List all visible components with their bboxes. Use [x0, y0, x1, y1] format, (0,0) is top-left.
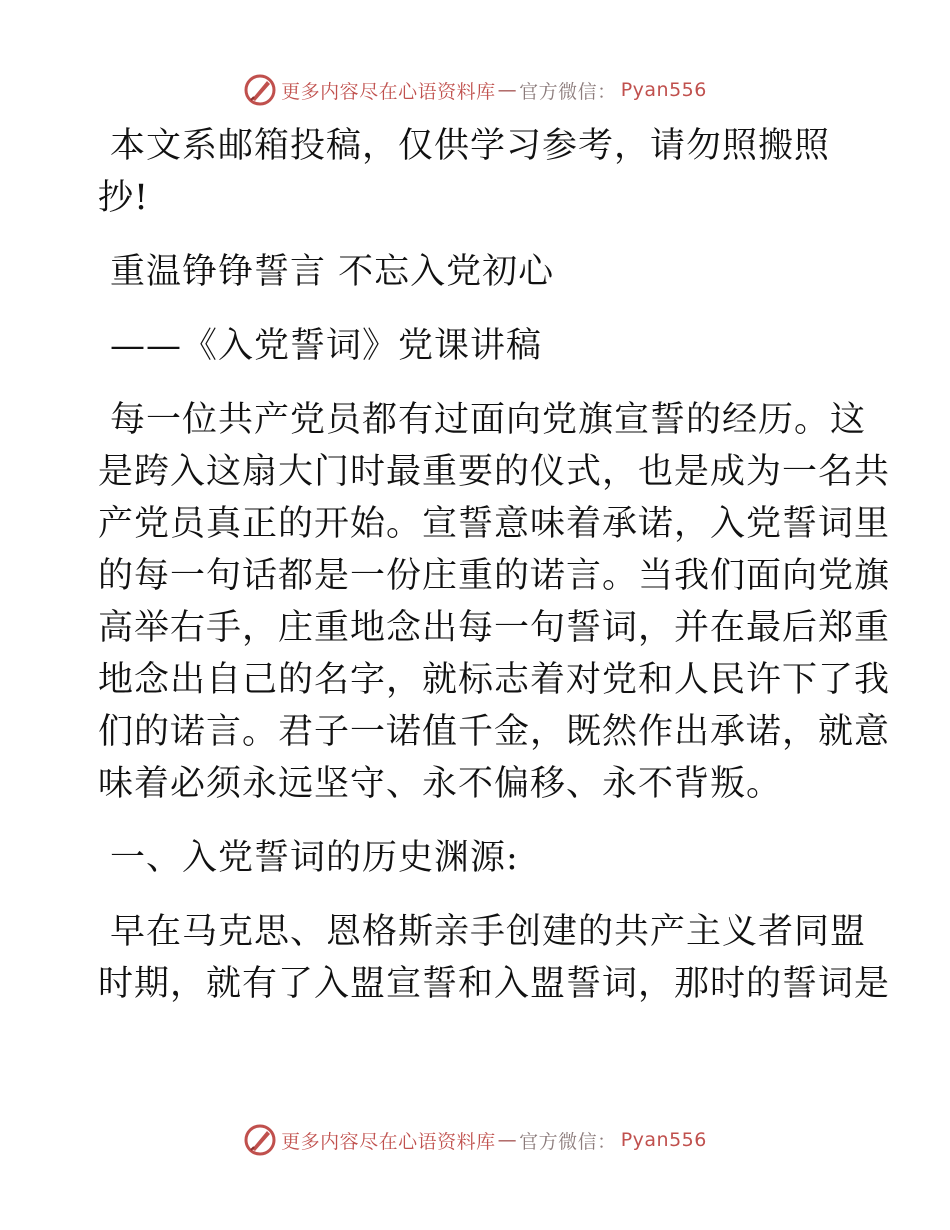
intro-line: 每一位共产党员都有过面向党旗宣誓的经历。这	[110, 400, 867, 440]
document-body	[98, 120, 891, 1032]
watermark-separator: —	[497, 1129, 518, 1151]
intro-line: 高举右手，庄重地念出每一句誓词，并在最后郑重	[98, 608, 891, 648]
section-paragraph	[98, 906, 891, 1010]
intro-line: 的每一句话都是一份庄重的诺言。当我们面向党旗	[98, 556, 891, 596]
watermark-label: 官方微信：	[519, 80, 617, 103]
watermark-account: Pyan556	[620, 79, 707, 101]
intro-line: 产党员真正的开始。宣誓意味着承诺，入党誓词里	[98, 504, 891, 544]
watermark-account: Pyan556	[620, 1129, 707, 1151]
quill-logo-icon	[243, 73, 277, 107]
quill-logo-icon	[243, 1123, 277, 1157]
notice-paragraph	[98, 120, 858, 224]
document-title: 重温铮铮誓言 不忘入党初心	[110, 252, 555, 292]
notice-line: 本文系邮箱投稿，仅供学习参考，请勿照搬照	[110, 126, 831, 166]
watermark-label: 官方微信：	[519, 1130, 617, 1153]
section-heading: 一、入党誓词的历史渊源:	[110, 838, 519, 878]
intro-line: 味着必须永远坚守、永不偏移、永不背叛。	[98, 764, 783, 804]
intro-line: 们的诺言。君子一诺值千金，既然作出承诺，就意	[98, 712, 891, 752]
watermark-separator: —	[497, 79, 518, 101]
section-line: 时期，就有了入盟宣誓和入盟誓词，那时的誓词是	[98, 964, 891, 1004]
intro-paragraph	[98, 394, 891, 810]
notice-line: 抄!	[98, 178, 150, 218]
intro-line: 是跨入这扇大门时最重要的仪式，也是成为一名共	[98, 452, 891, 492]
intro-line: 地念出自己的名字，就标志着对党和人民许下了我	[98, 660, 891, 700]
section-line: 早在马克思、恩格斯亲手创建的共产主义者同盟	[110, 912, 867, 952]
header-watermark	[0, 70, 950, 110]
watermark-brand: 更多内容尽在心语资料库	[281, 1130, 496, 1153]
document-subtitle: ——《入党誓词》党课讲稿	[110, 326, 543, 366]
footer-watermark	[0, 1120, 950, 1160]
watermark-brand: 更多内容尽在心语资料库	[281, 80, 496, 103]
